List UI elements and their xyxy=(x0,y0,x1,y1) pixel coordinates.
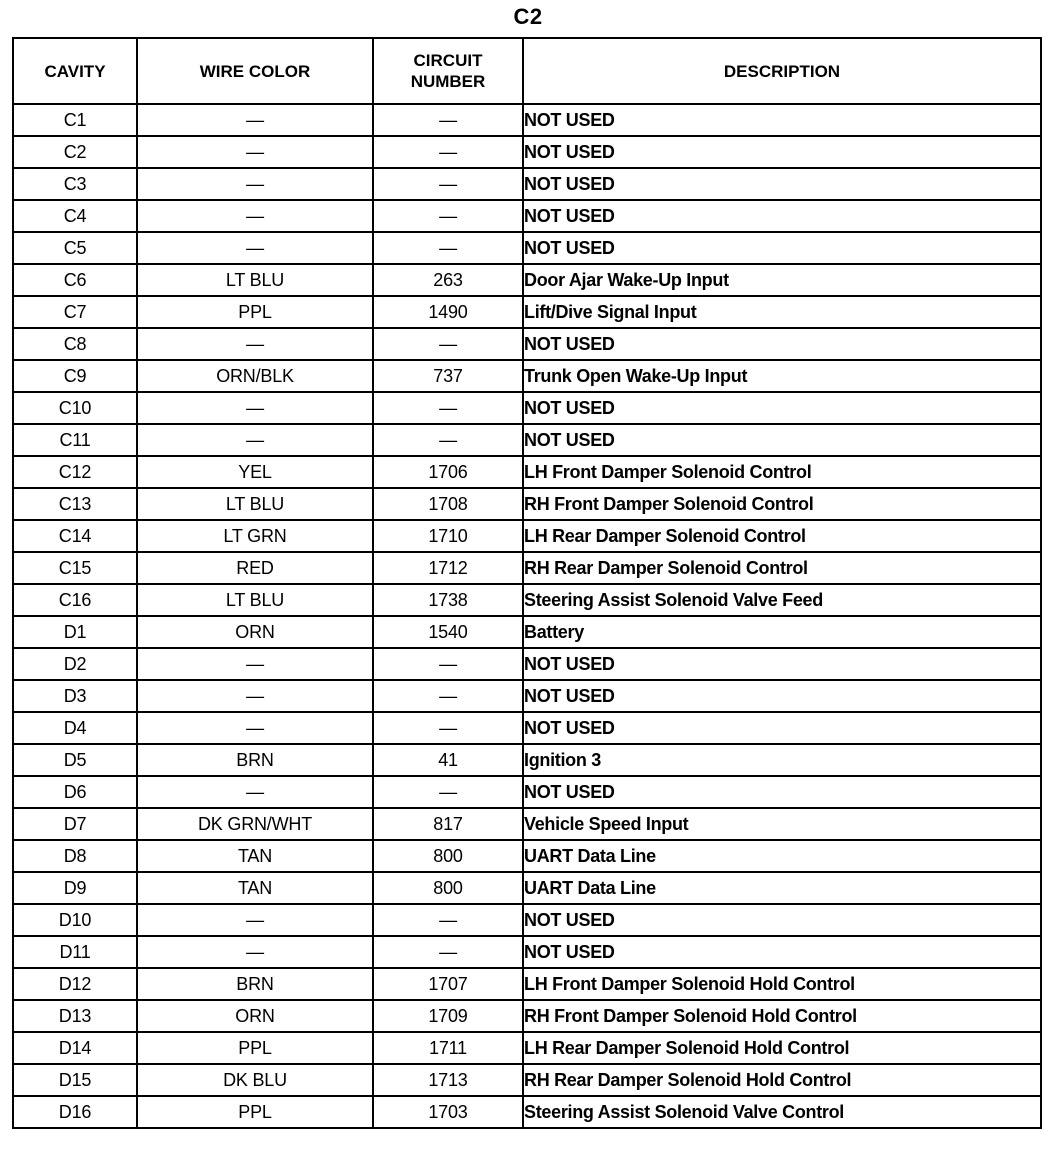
header-description: DESCRIPTION xyxy=(523,38,1041,104)
description-cell: NOT USED xyxy=(523,680,1041,712)
description-cell: NOT USED xyxy=(523,424,1041,456)
description-cell: NOT USED xyxy=(523,392,1041,424)
cavity-cell: C11 xyxy=(13,424,137,456)
description-cell: Door Ajar Wake-Up Input xyxy=(523,264,1041,296)
wire-color-cell: — xyxy=(137,904,373,936)
wire-color-cell: PPL xyxy=(137,296,373,328)
table-row xyxy=(13,296,1041,328)
description-cell: Steering Assist Solenoid Valve Feed xyxy=(523,584,1041,616)
circuit-number-cell: 800 xyxy=(373,872,523,904)
table-row xyxy=(13,264,1041,296)
table-row xyxy=(13,680,1041,712)
description-cell: NOT USED xyxy=(523,936,1041,968)
circuit-number-cell: — xyxy=(373,328,523,360)
wire-color-cell: DK GRN/WHT xyxy=(137,808,373,840)
wire-color-cell: YEL xyxy=(137,456,373,488)
cavity-cell: D13 xyxy=(13,1000,137,1032)
cavity-cell: C12 xyxy=(13,456,137,488)
circuit-number-cell: 1703 xyxy=(373,1096,523,1128)
circuit-number-cell: — xyxy=(373,200,523,232)
cavity-cell: C2 xyxy=(13,136,137,168)
table-row xyxy=(13,200,1041,232)
wire-color-cell: PPL xyxy=(137,1096,373,1128)
cavity-cell: C10 xyxy=(13,392,137,424)
table-row xyxy=(13,1000,1041,1032)
circuit-number-cell: 1710 xyxy=(373,520,523,552)
cavity-cell: D10 xyxy=(13,904,137,936)
cavity-cell: C4 xyxy=(13,200,137,232)
wire-color-cell: — xyxy=(137,136,373,168)
description-cell: NOT USED xyxy=(523,104,1041,136)
description-cell: NOT USED xyxy=(523,904,1041,936)
cavity-cell: C16 xyxy=(13,584,137,616)
cavity-cell: D7 xyxy=(13,808,137,840)
circuit-number-cell: 41 xyxy=(373,744,523,776)
cavity-cell: D15 xyxy=(13,1064,137,1096)
description-cell: NOT USED xyxy=(523,200,1041,232)
cavity-cell: C14 xyxy=(13,520,137,552)
description-cell: LH Rear Damper Solenoid Hold Control xyxy=(523,1032,1041,1064)
cavity-cell: C13 xyxy=(13,488,137,520)
wire-color-cell: — xyxy=(137,200,373,232)
circuit-number-cell: — xyxy=(373,136,523,168)
circuit-number-cell: 1706 xyxy=(373,456,523,488)
cavity-cell: D3 xyxy=(13,680,137,712)
cavity-cell: D8 xyxy=(13,840,137,872)
table-row xyxy=(13,712,1041,744)
cavity-cell: D2 xyxy=(13,648,137,680)
wire-color-cell: ORN xyxy=(137,616,373,648)
wire-color-cell: — xyxy=(137,648,373,680)
cavity-cell: D16 xyxy=(13,1096,137,1128)
circuit-number-cell: — xyxy=(373,168,523,200)
table-row xyxy=(13,424,1041,456)
table-row xyxy=(13,168,1041,200)
description-cell: UART Data Line xyxy=(523,840,1041,872)
table-row xyxy=(13,360,1041,392)
table-row xyxy=(13,744,1041,776)
description-cell: Lift/Dive Signal Input xyxy=(523,296,1041,328)
description-cell: LH Rear Damper Solenoid Control xyxy=(523,520,1041,552)
circuit-number-cell: — xyxy=(373,776,523,808)
wire-color-cell: — xyxy=(137,936,373,968)
table-body xyxy=(13,104,1041,1128)
table-row xyxy=(13,328,1041,360)
circuit-number-cell: — xyxy=(373,648,523,680)
description-cell: Battery xyxy=(523,616,1041,648)
cavity-cell: C1 xyxy=(13,104,137,136)
cavity-cell: C9 xyxy=(13,360,137,392)
description-cell: UART Data Line xyxy=(523,872,1041,904)
cavity-cell: C8 xyxy=(13,328,137,360)
description-cell: Steering Assist Solenoid Valve Control xyxy=(523,1096,1041,1128)
table-row xyxy=(13,872,1041,904)
table-row xyxy=(13,968,1041,1000)
wire-color-cell: TAN xyxy=(137,840,373,872)
description-cell: NOT USED xyxy=(523,232,1041,264)
header-cavity: CAVITY xyxy=(13,38,137,104)
description-cell: NOT USED xyxy=(523,168,1041,200)
description-cell: Vehicle Speed Input xyxy=(523,808,1041,840)
wire-color-cell: DK BLU xyxy=(137,1064,373,1096)
wire-color-cell: — xyxy=(137,104,373,136)
wire-color-cell: RED xyxy=(137,552,373,584)
circuit-number-cell: — xyxy=(373,936,523,968)
description-cell: RH Rear Damper Solenoid Control xyxy=(523,552,1041,584)
circuit-number-cell: — xyxy=(373,232,523,264)
circuit-number-cell: 1540 xyxy=(373,616,523,648)
table-row xyxy=(13,456,1041,488)
table-row xyxy=(13,936,1041,968)
cavity-cell: D5 xyxy=(13,744,137,776)
circuit-number-cell: 800 xyxy=(373,840,523,872)
table-row xyxy=(13,1096,1041,1128)
description-cell: NOT USED xyxy=(523,712,1041,744)
header-circuit-line1: CIRCUIT xyxy=(413,51,483,70)
table-row xyxy=(13,616,1041,648)
circuit-number-cell: — xyxy=(373,904,523,936)
table-row xyxy=(13,1032,1041,1064)
description-cell: NOT USED xyxy=(523,136,1041,168)
wire-color-cell: PPL xyxy=(137,1032,373,1064)
circuit-number-cell: 1707 xyxy=(373,968,523,1000)
table-row xyxy=(13,584,1041,616)
table-row xyxy=(13,1064,1041,1096)
table-row xyxy=(13,776,1041,808)
cavity-cell: C5 xyxy=(13,232,137,264)
wire-color-cell: — xyxy=(137,776,373,808)
description-cell: RH Rear Damper Solenoid Hold Control xyxy=(523,1064,1041,1096)
cavity-cell: D6 xyxy=(13,776,137,808)
cavity-cell: D11 xyxy=(13,936,137,968)
circuit-number-cell: 1712 xyxy=(373,552,523,584)
circuit-number-cell: 1711 xyxy=(373,1032,523,1064)
circuit-number-cell: 1708 xyxy=(373,488,523,520)
wire-color-cell: LT GRN xyxy=(137,520,373,552)
wire-color-cell: LT BLU xyxy=(137,488,373,520)
description-cell: NOT USED xyxy=(523,648,1041,680)
circuit-number-cell: — xyxy=(373,680,523,712)
connector-title: C2 xyxy=(513,4,543,29)
cavity-cell: D1 xyxy=(13,616,137,648)
header-wire-color: WIRE COLOR xyxy=(137,38,373,104)
circuit-number-cell: 737 xyxy=(373,360,523,392)
circuit-number-cell: 1738 xyxy=(373,584,523,616)
table-row xyxy=(13,808,1041,840)
table-row xyxy=(13,136,1041,168)
description-cell: RH Front Damper Solenoid Control xyxy=(523,488,1041,520)
circuit-number-cell: 1490 xyxy=(373,296,523,328)
circuit-number-cell: 1713 xyxy=(373,1064,523,1096)
wire-color-cell: — xyxy=(137,712,373,744)
header-circuit-line2: NUMBER xyxy=(410,72,486,91)
cavity-cell: C3 xyxy=(13,168,137,200)
wire-color-cell: BRN xyxy=(137,744,373,776)
cavity-cell: D4 xyxy=(13,712,137,744)
table-row xyxy=(13,232,1041,264)
description-cell: Trunk Open Wake-Up Input xyxy=(523,360,1041,392)
wire-color-cell: ORN/BLK xyxy=(137,360,373,392)
table-row xyxy=(13,648,1041,680)
circuit-number-cell: 263 xyxy=(373,264,523,296)
table-row xyxy=(13,520,1041,552)
circuit-number-cell: 817 xyxy=(373,808,523,840)
description-cell: NOT USED xyxy=(523,328,1041,360)
wire-color-cell: — xyxy=(137,392,373,424)
table-row xyxy=(13,552,1041,584)
cavity-cell: D9 xyxy=(13,872,137,904)
cavity-cell: C6 xyxy=(13,264,137,296)
table-header-row xyxy=(13,38,1041,104)
circuit-number-cell: — xyxy=(373,392,523,424)
wire-color-cell: — xyxy=(137,232,373,264)
wire-color-cell: — xyxy=(137,424,373,456)
table-row xyxy=(13,904,1041,936)
wire-color-cell: LT BLU xyxy=(137,584,373,616)
description-cell: Ignition 3 xyxy=(523,744,1041,776)
table-row xyxy=(13,840,1041,872)
circuit-number-cell: — xyxy=(373,424,523,456)
table-row xyxy=(13,104,1041,136)
cavity-cell: C7 xyxy=(13,296,137,328)
description-cell: LH Front Damper Solenoid Control xyxy=(523,456,1041,488)
cavity-cell: D12 xyxy=(13,968,137,1000)
wire-color-cell: — xyxy=(137,168,373,200)
cavity-cell: D14 xyxy=(13,1032,137,1064)
circuit-number-cell: — xyxy=(373,712,523,744)
wire-color-cell: BRN xyxy=(137,968,373,1000)
wire-color-cell: — xyxy=(137,680,373,712)
cavity-cell: C15 xyxy=(13,552,137,584)
circuit-number-cell: 1709 xyxy=(373,1000,523,1032)
table-row xyxy=(13,488,1041,520)
header-circuit-number xyxy=(373,38,523,104)
wire-color-cell: ORN xyxy=(137,1000,373,1032)
wire-color-cell: LT BLU xyxy=(137,264,373,296)
table-row xyxy=(13,392,1041,424)
wire-color-cell: — xyxy=(137,328,373,360)
description-cell: LH Front Damper Solenoid Hold Control xyxy=(523,968,1041,1000)
description-cell: RH Front Damper Solenoid Hold Control xyxy=(523,1000,1041,1032)
wire-color-cell: TAN xyxy=(137,872,373,904)
description-cell: NOT USED xyxy=(523,776,1041,808)
connector-pinout-table xyxy=(12,37,1042,1129)
circuit-number-cell: — xyxy=(373,104,523,136)
